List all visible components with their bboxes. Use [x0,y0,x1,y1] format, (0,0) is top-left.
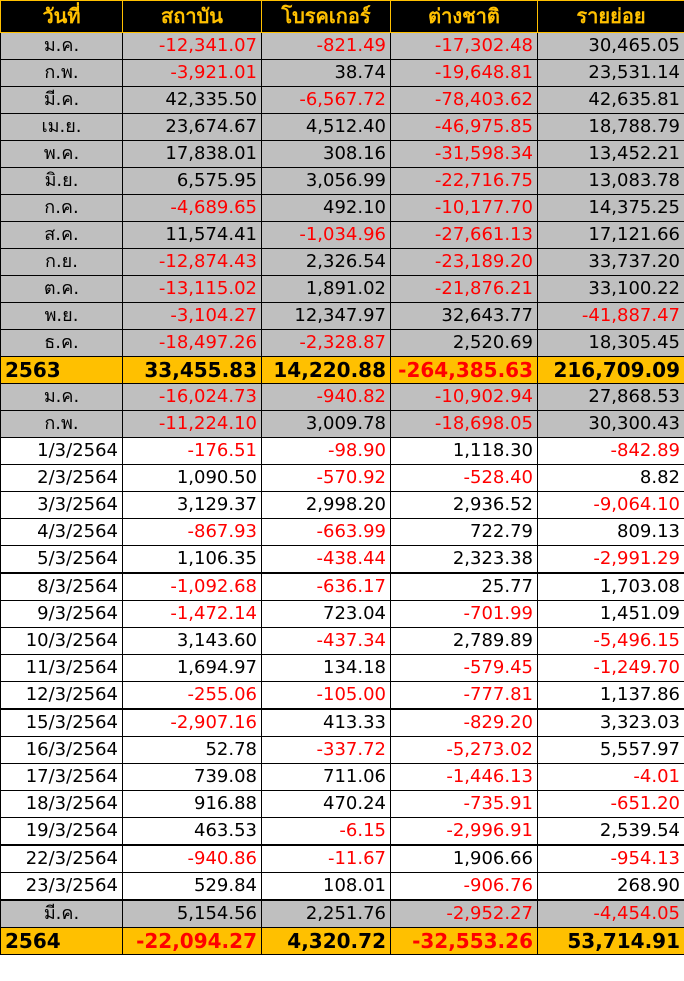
cell-foreign: -2,996.91 [391,818,538,846]
table-row [1,573,684,601]
cell-foreign: -528.40 [391,465,538,492]
cell-broker: 14,220.88 [262,357,391,384]
cell-broker: -11.67 [262,845,391,873]
cell-foreign: -579.45 [391,655,538,682]
cell-retail: 30,300.43 [538,411,684,438]
row-label: ก.พ. [1,60,123,87]
cell-institution: 17,838.01 [123,141,262,168]
cell-broker: 1,891.02 [262,276,391,303]
cell-broker: 2,251.76 [262,900,391,928]
cell-foreign: -19,648.81 [391,60,538,87]
row-label: 12/3/2564 [1,682,123,710]
cell-broker: -570.92 [262,465,391,492]
cell-retail: 18,788.79 [538,114,684,141]
row-label: 2563 [1,357,123,384]
cell-broker: -337.72 [262,737,391,764]
row-label: 3/3/2564 [1,492,123,519]
cell-retail: 216,709.09 [538,357,684,384]
row-label: ม.ค. [1,384,123,411]
row-label: 2564 [1,928,123,955]
cell-institution: -11,224.10 [123,411,262,438]
cell-broker: 308.16 [262,141,391,168]
cell-institution: 463.53 [123,818,262,846]
cell-broker: -663.99 [262,519,391,546]
cell-foreign: -22,716.75 [391,168,538,195]
cell-foreign: -78,403.62 [391,87,538,114]
cell-retail: -954.13 [538,845,684,873]
cell-institution: 6,575.95 [123,168,262,195]
cell-foreign: -5,273.02 [391,737,538,764]
row-label: ส.ค. [1,222,123,249]
cell-foreign: -23,189.20 [391,249,538,276]
cell-retail: -1,249.70 [538,655,684,682]
cell-institution: -13,115.02 [123,276,262,303]
cell-foreign: 2,936.52 [391,492,538,519]
row-label: มี.ค. [1,87,123,114]
cell-institution: -255.06 [123,682,262,710]
cell-institution: -18,497.26 [123,330,262,357]
cell-retail: 42,635.81 [538,87,684,114]
row-label: 1/3/2564 [1,438,123,465]
row-label: 9/3/2564 [1,601,123,628]
table-row [1,519,684,546]
month-row [1,195,684,222]
cell-broker: -1,034.96 [262,222,391,249]
cell-broker: -437.34 [262,628,391,655]
row-label: ก.ย. [1,249,123,276]
month-row [1,249,684,276]
cell-retail: -842.89 [538,438,684,465]
cell-retail: -4,454.05 [538,900,684,928]
cell-foreign: 2,789.89 [391,628,538,655]
cell-institution: -176.51 [123,438,262,465]
row-label: 2/3/2564 [1,465,123,492]
total-row [1,357,684,384]
cell-broker: 492.10 [262,195,391,222]
cell-broker: 4,320.72 [262,928,391,955]
row-label: 4/3/2564 [1,519,123,546]
cell-institution: -867.93 [123,519,262,546]
total-row [1,928,684,955]
cell-broker: 711.06 [262,764,391,791]
cell-retail: 1,451.09 [538,601,684,628]
cell-retail: 33,737.20 [538,249,684,276]
month-row [1,411,684,438]
month-row [1,60,684,87]
cell-retail: 809.13 [538,519,684,546]
header-broker: โบรคเกอร์ [262,1,391,33]
table-row [1,546,684,574]
cell-institution: -12,874.43 [123,249,262,276]
cell-foreign: -829.20 [391,709,538,737]
cell-broker: 134.18 [262,655,391,682]
cell-foreign: 722.79 [391,519,538,546]
cell-institution: -22,094.27 [123,928,262,955]
cell-retail: 1,137.86 [538,682,684,710]
cell-foreign: -264,385.63 [391,357,538,384]
cell-broker: -636.17 [262,573,391,601]
row-label: 17/3/2564 [1,764,123,791]
cell-institution: -4,689.65 [123,195,262,222]
row-label: 8/3/2564 [1,573,123,601]
cell-broker: 413.33 [262,709,391,737]
cell-broker: 2,998.20 [262,492,391,519]
cell-broker: -438.44 [262,546,391,574]
cell-foreign: 1,906.66 [391,845,538,873]
header-retail: รายย่อย [538,1,684,33]
cell-retail: 33,100.22 [538,276,684,303]
row-label: 23/3/2564 [1,873,123,901]
cell-institution: 1,694.97 [123,655,262,682]
row-label: 18/3/2564 [1,791,123,818]
table-row [1,601,684,628]
month-row [1,330,684,357]
cell-institution: -940.86 [123,845,262,873]
cell-foreign: -10,177.70 [391,195,538,222]
cell-institution: -1,472.14 [123,601,262,628]
month-row [1,141,684,168]
cell-foreign: 32,643.77 [391,303,538,330]
month-row [1,276,684,303]
month-row [1,168,684,195]
cell-institution: 1,106.35 [123,546,262,574]
row-label: ก.ค. [1,195,123,222]
cell-retail: 2,539.54 [538,818,684,846]
cell-institution: 1,090.50 [123,465,262,492]
cell-institution: 916.88 [123,791,262,818]
row-label: มิ.ย. [1,168,123,195]
cell-retail: 17,121.66 [538,222,684,249]
month-row [1,87,684,114]
table-row [1,873,684,901]
cell-foreign: -2,952.27 [391,900,538,928]
table-row [1,709,684,737]
row-label: ต.ค. [1,276,123,303]
row-label: พ.ย. [1,303,123,330]
header-foreign: ต่างชาติ [391,1,538,33]
table-row [1,628,684,655]
cell-institution: 42,335.50 [123,87,262,114]
month-row [1,900,684,928]
table-row [1,438,684,465]
cell-retail: 30,465.05 [538,33,684,60]
row-label: 16/3/2564 [1,737,123,764]
cell-broker: 108.01 [262,873,391,901]
cell-institution: 33,455.83 [123,357,262,384]
cell-institution: -1,092.68 [123,573,262,601]
row-label: 15/3/2564 [1,709,123,737]
header-row [1,1,684,33]
cell-broker: -98.90 [262,438,391,465]
table-row [1,737,684,764]
table-row [1,465,684,492]
cell-foreign: -31,598.34 [391,141,538,168]
row-label: ธ.ค. [1,330,123,357]
cell-foreign: 1,118.30 [391,438,538,465]
cell-broker: -105.00 [262,682,391,710]
cell-institution: -16,024.73 [123,384,262,411]
cell-foreign: -735.91 [391,791,538,818]
cell-broker: 4,512.40 [262,114,391,141]
table-body [1,33,684,955]
cell-retail: 5,557.97 [538,737,684,764]
cell-institution: -3,104.27 [123,303,262,330]
month-row [1,303,684,330]
table-row [1,845,684,873]
cell-retail: 27,868.53 [538,384,684,411]
cell-broker: 38.74 [262,60,391,87]
cell-retail: 53,714.91 [538,928,684,955]
table-row [1,682,684,710]
cell-broker: 2,326.54 [262,249,391,276]
table-row [1,818,684,846]
cell-institution: 739.08 [123,764,262,791]
cell-institution: 5,154.56 [123,900,262,928]
row-label: พ.ค. [1,141,123,168]
table-row [1,655,684,682]
row-label: 10/3/2564 [1,628,123,655]
cell-broker: -6,567.72 [262,87,391,114]
month-row [1,222,684,249]
table-row [1,764,684,791]
cell-foreign: -32,553.26 [391,928,538,955]
row-label: 22/3/2564 [1,845,123,873]
cell-foreign: -18,698.05 [391,411,538,438]
cell-retail: 14,375.25 [538,195,684,222]
month-row [1,384,684,411]
cell-institution: 529.84 [123,873,262,901]
cell-retail: 3,323.03 [538,709,684,737]
cell-retail: 8.82 [538,465,684,492]
cell-foreign: -10,902.94 [391,384,538,411]
cell-institution: 11,574.41 [123,222,262,249]
month-row [1,114,684,141]
row-label: 5/3/2564 [1,546,123,574]
cell-foreign: -17,302.48 [391,33,538,60]
table-row [1,492,684,519]
cell-institution: -2,907.16 [123,709,262,737]
cell-foreign: -46,975.85 [391,114,538,141]
cell-institution: 52.78 [123,737,262,764]
month-row [1,33,684,60]
cell-retail: -4.01 [538,764,684,791]
cell-foreign: -1,446.13 [391,764,538,791]
cell-foreign: 2,323.38 [391,546,538,574]
cell-foreign: -701.99 [391,601,538,628]
cell-retail: 23,531.14 [538,60,684,87]
cell-retail: -41,887.47 [538,303,684,330]
table-row [1,791,684,818]
cell-broker: 723.04 [262,601,391,628]
cell-broker: -821.49 [262,33,391,60]
cell-broker: 3,056.99 [262,168,391,195]
cell-foreign: 25.77 [391,573,538,601]
cell-institution: -3,921.01 [123,60,262,87]
cell-foreign: -27,661.13 [391,222,538,249]
cell-retail: -5,496.15 [538,628,684,655]
cell-broker: 3,009.78 [262,411,391,438]
cell-institution: -12,341.07 [123,33,262,60]
cell-retail: -9,064.10 [538,492,684,519]
row-label: 11/3/2564 [1,655,123,682]
cell-foreign: -906.76 [391,873,538,901]
cell-retail: 18,305.45 [538,330,684,357]
header-date: วันที่ [1,1,123,33]
row-label: 19/3/2564 [1,818,123,846]
cell-broker: -6.15 [262,818,391,846]
cell-foreign: -21,876.21 [391,276,538,303]
cell-retail: -651.20 [538,791,684,818]
header-institution: สถาบัน [123,1,262,33]
cell-institution: 3,129.37 [123,492,262,519]
cell-retail: -2,991.29 [538,546,684,574]
cell-broker: 12,347.97 [262,303,391,330]
cell-broker: -940.82 [262,384,391,411]
row-label: มี.ค. [1,900,123,928]
cell-institution: 23,674.67 [123,114,262,141]
row-label: เม.ย. [1,114,123,141]
cell-retail: 13,083.78 [538,168,684,195]
cell-institution: 3,143.60 [123,628,262,655]
cell-broker: -2,328.87 [262,330,391,357]
row-label: ก.พ. [1,411,123,438]
cell-foreign: -777.81 [391,682,538,710]
row-label: ม.ค. [1,33,123,60]
cell-broker: 470.24 [262,791,391,818]
cell-retail: 13,452.21 [538,141,684,168]
cell-retail: 1,703.08 [538,573,684,601]
cell-foreign: 2,520.69 [391,330,538,357]
cell-retail: 268.90 [538,873,684,901]
